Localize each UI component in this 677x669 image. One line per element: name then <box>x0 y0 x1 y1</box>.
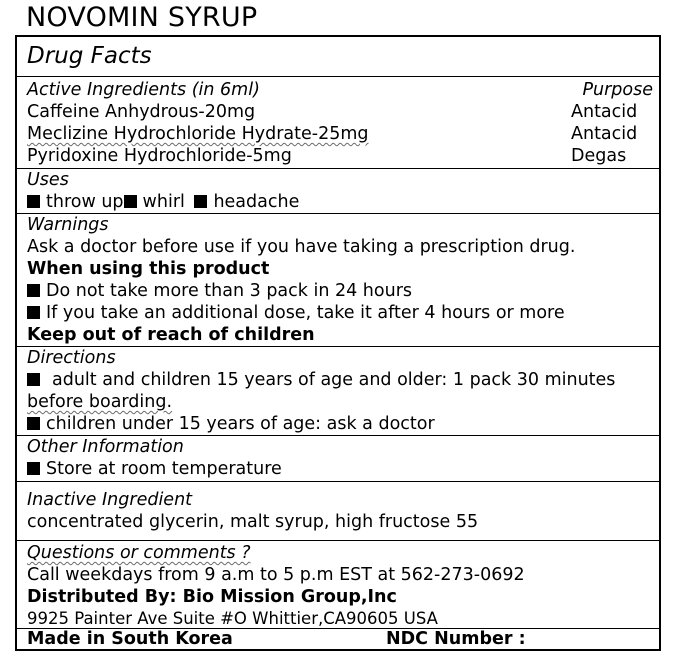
ingredient-3-purpose: Degas <box>571 146 627 166</box>
warning-bullet-1 <box>27 280 412 302</box>
warning-bullet-2 <box>27 302 565 324</box>
other-info-text: Store at room temperature <box>46 459 282 479</box>
inactive-section <box>17 481 659 541</box>
distributor: Distributed By: Bio Mission Group,Inc <box>27 587 397 607</box>
bullet-square-icon <box>27 195 40 208</box>
inactive-header: Inactive Ingredient <box>27 490 193 510</box>
questions-header <box>27 542 251 564</box>
ingredient-1-purpose: Antacid <box>571 102 638 122</box>
bullet-square-icon <box>27 306 40 319</box>
warnings-section <box>17 213 659 347</box>
keep-out-heading: Keep out of reach of children <box>27 325 315 345</box>
purpose-header: Purpose <box>582 80 653 100</box>
uses-section <box>17 168 659 214</box>
questions-call: Call weekdays from 9 a.m to 5 p.m EST at 562-273-0692 <box>27 565 525 585</box>
ingredient-3: Pyridoxine Hydrochloride-5mg <box>27 146 292 166</box>
made-in: Made in South Korea <box>27 629 233 649</box>
warning-ask-doctor: Ask a doctor before use if you have taking a prescription drug. <box>27 237 576 257</box>
questions-header-text: Questions or comments ? <box>27 543 251 563</box>
uses-header: Uses <box>27 170 69 190</box>
direction-2-text: children under 15 years of age: ask a doctor <box>46 414 435 434</box>
when-using-heading: When using this product <box>27 259 270 279</box>
use-item-3: headache <box>213 192 300 212</box>
warning-bullet-1-text: Do not take more than 3 pack in 24 hours <box>46 281 413 301</box>
other-info-section <box>17 435 659 482</box>
uses-list <box>27 191 299 213</box>
warnings-header: Warnings <box>27 215 109 235</box>
drug-facts-title: Drug Facts <box>27 43 152 69</box>
bullet-square-icon <box>27 417 40 430</box>
direction-2 <box>27 413 435 435</box>
other-info-header: Other Information <box>27 437 184 457</box>
ingredient-2-purpose: Antacid <box>571 124 638 144</box>
active-ingredients-header: Active Ingredients (in 6ml) <box>27 80 260 100</box>
bullet-square-icon <box>124 195 137 208</box>
ingredient-2-name: Meclizine Hydrochloride Hydrate-25mg <box>27 124 369 144</box>
directions-header: Directions <box>27 348 116 368</box>
distributor-address: 9925 Painter Ave Suite #O Whittier,CA90605 USA <box>27 609 438 628</box>
active-ingredients-section <box>17 76 659 169</box>
use-item-1: throw up <box>46 192 124 212</box>
ndc-number: NDC Number : <box>386 629 526 649</box>
bullet-square-icon <box>27 462 40 475</box>
drug-facts-header-section <box>17 37 659 77</box>
product-name: NOVOMIN SYRUP <box>26 2 258 33</box>
footer-row <box>17 628 659 649</box>
directions-section <box>17 346 659 436</box>
ingredient-2 <box>27 123 369 145</box>
warning-bullet-2-text: If you take an additional dose, take it after 4 hours or more <box>46 303 565 323</box>
direction-1-text: adult and children 15 years of age and older: 1 pack 30 minutes <box>52 370 616 390</box>
direction-1-cont <box>27 391 172 413</box>
direction-1 <box>27 369 615 391</box>
other-info-item <box>27 458 282 480</box>
bullet-square-icon <box>194 195 207 208</box>
use-item-2: whirl <box>142 192 185 212</box>
drug-facts-panel <box>15 35 661 651</box>
ingredient-1: Caffeine Anhydrous-20mg <box>27 102 256 122</box>
bullet-square-icon <box>27 284 40 297</box>
direction-1-continuation: before boarding. <box>27 392 173 412</box>
bullet-square-icon <box>27 373 40 386</box>
inactive-text: concentrated glycerin, malt syrup, high fructose 55 <box>27 512 479 532</box>
questions-section <box>17 540 659 629</box>
